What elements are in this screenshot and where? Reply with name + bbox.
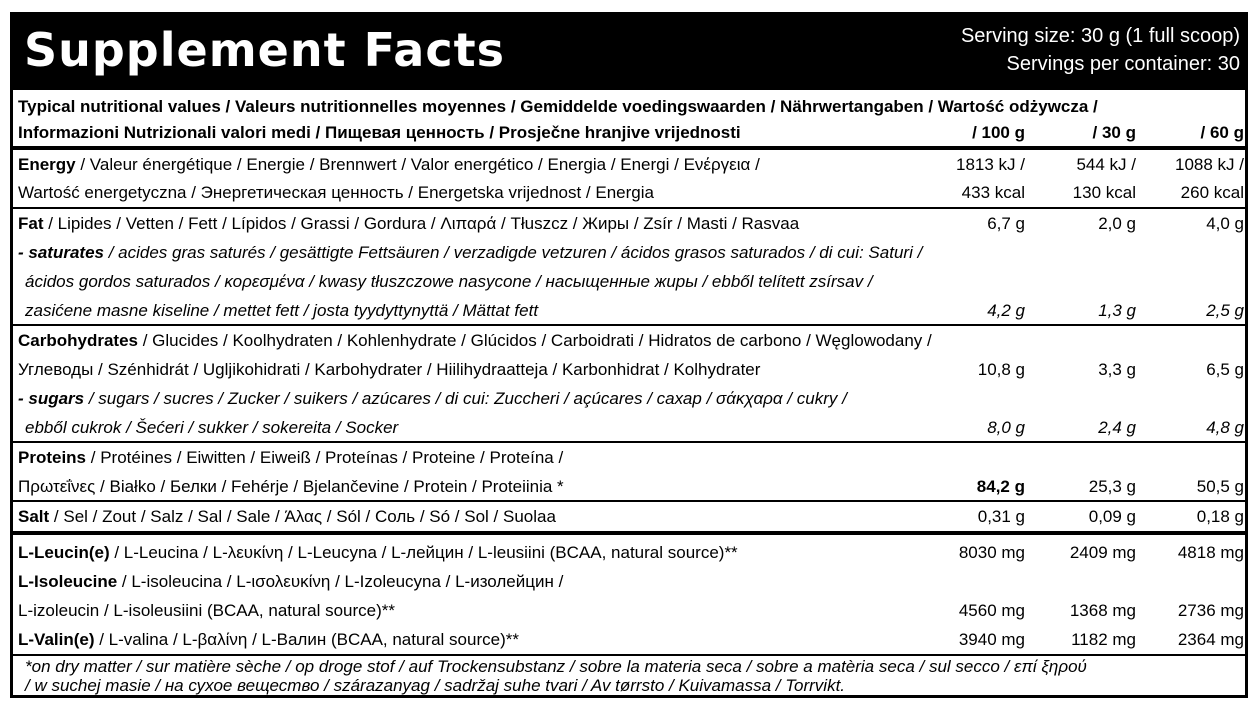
panel-title: Supplement Facts bbox=[24, 23, 505, 77]
proteins-line1 bbox=[18, 443, 563, 472]
valine-translations: / L-valina / L-βαλίνη / L-Валин (BCAA, natural source)** bbox=[94, 630, 519, 649]
salt-30g: 0,09 g bbox=[1088, 507, 1136, 526]
isoleucine-name: L-Isoleucine bbox=[18, 572, 118, 591]
servings-per-container: Servings per container: 30 bbox=[1006, 53, 1240, 75]
leucine-60g: 4818 mg bbox=[1177, 543, 1244, 562]
fat-translations: / Lipides / Vetten / Fett / Lípidos / Grassi / Gordura / Λιπαρά / Tłuszcz / Жиры / Zsír / Masti / Rasvaa bbox=[43, 214, 800, 233]
valine-line bbox=[18, 625, 519, 654]
leucine-30g: 2409 mg bbox=[1069, 543, 1136, 562]
energy-kj-30g: 544 kJ / bbox=[1076, 155, 1136, 174]
proteins-100g: 84,2 g bbox=[976, 477, 1025, 496]
sugars-100g: 8,0 g bbox=[987, 418, 1025, 437]
saturates-name: - saturates bbox=[18, 243, 104, 262]
saturates-30g: 1,3 g bbox=[1098, 301, 1136, 320]
footnote bbox=[25, 657, 1087, 695]
salt-translations: / Sel / Zout / Salz / Sal / Sale / Άλας / Sól / Соль / Só / Sol / Suolaa bbox=[49, 507, 556, 526]
valine-60g: 2364 mg bbox=[1177, 630, 1244, 649]
salt-line bbox=[18, 502, 556, 531]
leucine-line bbox=[18, 538, 738, 567]
sugars-60g: 4,8 g bbox=[1206, 418, 1244, 437]
saturates-line3: zasićene masne kiseline / mettet fett / josta tyydyttynyttä / Mättat fett bbox=[25, 301, 539, 320]
carbs-100g: 10,8 g bbox=[977, 360, 1025, 379]
sugars-line1 bbox=[18, 384, 847, 413]
valine-30g: 1182 mg bbox=[1071, 630, 1136, 649]
proteins-60g: 50,5 g bbox=[1196, 477, 1244, 496]
leucine-name: L-Leucin(e) bbox=[18, 543, 110, 562]
fat-60g: 4,0 g bbox=[1206, 214, 1244, 233]
energy-line2: Wartość energetyczna / Энергетическая ценность / Energetska vrijednost / Energia bbox=[18, 183, 654, 202]
divider bbox=[13, 531, 1245, 535]
header-bar bbox=[10, 12, 1248, 88]
energy-line1 bbox=[18, 150, 760, 179]
salt-name: Salt bbox=[18, 507, 50, 526]
table-header-line2: Informazioni Nutrizionali valori medi / Пищевая ценность / Prosječne hranjive vrijednosti bbox=[18, 123, 741, 142]
divider bbox=[13, 654, 1245, 656]
fat-30g: 2,0 g bbox=[1098, 214, 1136, 233]
energy-kcal-100g: 433 kcal bbox=[961, 183, 1025, 202]
footnote-line1: *on dry matter / sur matière sèche / op droge stof / auf Trockensubstanz / sobre la materia seca / sobre a matèria seca / sul secco / επί ξηρού bbox=[25, 657, 1087, 676]
col-header-30g: / 30 g bbox=[1092, 123, 1136, 142]
sugars-30g: 2,4 g bbox=[1098, 418, 1136, 437]
supplement-facts-panel bbox=[10, 12, 1248, 698]
isoleucine-30g: 1368 mg bbox=[1069, 601, 1136, 620]
proteins-line2: Πρωτεΐνες / Białko / Белки / Fehérje / Bjelančevine / Protein / Proteiinia * bbox=[18, 477, 564, 496]
carbs-30g: 3,3 g bbox=[1098, 360, 1136, 379]
sugars-line2: ebből cukrok / Šećeri / sukker / sokereita / Socker bbox=[25, 418, 399, 437]
isoleucine-translations: / L-isoleucina / L-ισολευκίνη / L-Izoleucyna / L-изолейцин / bbox=[117, 572, 564, 591]
proteins-translations: / Protéines / Eiwitten / Eiweiß / Proteínas / Proteine / Proteína / bbox=[86, 448, 564, 467]
saturates-line1 bbox=[18, 238, 922, 267]
saturates-line2: ácidos gordos saturados / κορεσμένα / kwasy tłuszczowe nasycone / насыщенные жиры / ebből telített zsírsav / bbox=[25, 272, 873, 291]
fat-100g: 6,7 g bbox=[987, 214, 1025, 233]
energy-translations: / Valeur énergétique / Energie / Brennwert / Valor energético / Energia / Energi / Ενέργεια / bbox=[75, 155, 760, 174]
energy-name: Energy bbox=[18, 155, 76, 174]
isoleucine-100g: 4560 mg bbox=[958, 601, 1025, 620]
nutrition-table bbox=[13, 90, 1245, 695]
energy-kcal-30g: 130 kcal bbox=[1072, 183, 1136, 202]
energy-kj-60g: 1088 kJ / bbox=[1175, 155, 1244, 174]
isoleucine-line1 bbox=[18, 567, 563, 596]
footnote-line2: / w suchej masie / на сухое вещество / szárazanyag / sadržaj suhe tvari / Av tørrsto / Kuivamassa / Torrvikt. bbox=[25, 676, 846, 695]
valine-100g: 3940 mg bbox=[958, 630, 1025, 649]
valine-name: L-Valin(e) bbox=[18, 630, 95, 649]
energy-kj-100g: 1813 kJ / bbox=[956, 155, 1025, 174]
energy-kcal-60g: 260 kcal bbox=[1180, 183, 1244, 202]
col-header-60g: / 60 g bbox=[1200, 123, 1244, 142]
isoleucine-line2: L-izoleucin / L-isoleusiini (BCAA, natural source)** bbox=[18, 601, 395, 620]
col-header-100g: / 100 g bbox=[972, 123, 1025, 142]
isoleucine-60g: 2736 mg bbox=[1177, 601, 1244, 620]
salt-100g: 0,31 g bbox=[977, 507, 1025, 526]
sugars-translations: / sugars / sucres / Zucker / suikers / azúcares / di cui: Zuccheri / açúcares / сахар / σάκχαρα / cukry / bbox=[84, 389, 847, 408]
saturates-60g: 2,5 g bbox=[1206, 301, 1244, 320]
carbs-line2: Углеводы / Szénhidrát / Ugljikohidrati / Karbohydrater / Hiilihydraatteja / Karbonhidrat / Kolhydrater bbox=[18, 360, 761, 379]
carbs-name: Carbohydrates bbox=[18, 331, 138, 350]
table-header-line1: Typical nutritional values / Valeurs nutritionnelles moyennes / Gemiddelde voedingswaarden / Nährwertangaben / Wartość odżywcza / bbox=[18, 97, 1098, 116]
fat-name: Fat bbox=[18, 214, 44, 233]
carbs-translations: / Glucides / Koolhydraten / Kohlenhydrate / Glúcidos / Carboidrati / Hidratos de carbono / Węglowodany / bbox=[137, 331, 932, 350]
fat-line bbox=[18, 209, 799, 238]
proteins-30g: 25,3 g bbox=[1088, 477, 1136, 496]
leucine-translations: / L-Leucina / L-λευκίνη / L-Leucyna / L-лейцин / L-leusiini (BCAA, natural source)** bbox=[109, 543, 738, 562]
leucine-100g: 8030 mg bbox=[958, 543, 1025, 562]
sugars-name: - sugars bbox=[18, 389, 85, 408]
saturates-100g: 4,2 g bbox=[987, 301, 1025, 320]
saturates-translations: / acides gras saturés / gesättigte Fettsäuren / verzadigde vetzuren / ácidos grasos saturados / di cui: Saturi / bbox=[103, 243, 923, 262]
carbs-60g: 6,5 g bbox=[1206, 360, 1244, 379]
serving-info bbox=[961, 22, 1240, 78]
carbs-line1 bbox=[18, 326, 932, 355]
proteins-name: Proteins bbox=[18, 448, 87, 467]
salt-60g: 0,18 g bbox=[1196, 507, 1244, 526]
serving-size: Serving size: 30 g (1 full scoop) bbox=[960, 25, 1240, 47]
